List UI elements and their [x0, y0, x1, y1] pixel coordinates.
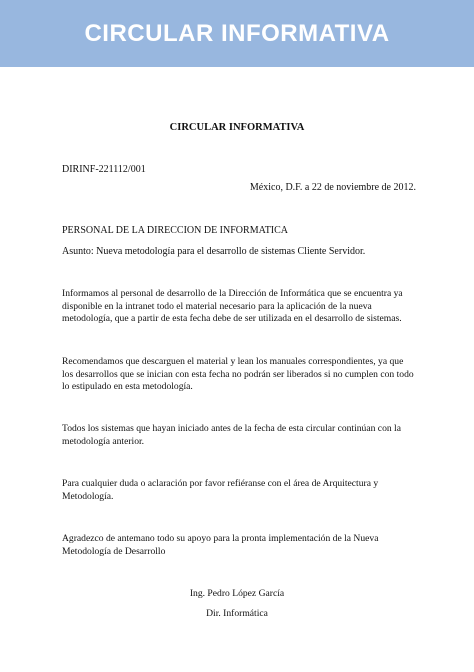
subject-line: Asunto: Nueva metodología para el desarrollo de sistemas Cliente Servidor. — [62, 246, 366, 257]
paragraph-2: Recomendamos que descarguen el material y lean los manuales correspondientes, ya que los desarrollos que se inician con esta fecha no podrán ser liberados si no cumplen con todo lo estipulado en esta metodología. — [62, 356, 414, 392]
signer-name: Ing. Pedro López García — [189, 588, 285, 599]
paragraph-4: Para cualquier duda o aclaración por favor refiéranse con el área de Arquitectura y Metodología. — [62, 478, 379, 502]
date-line: México, D.F. a 22 de noviembre de 2012. — [249, 182, 416, 193]
reference-number: DIRINF-221112/001 — [62, 164, 146, 175]
signer-title: Dir. Informática — [206, 608, 268, 619]
recipient-line: PERSONAL DE LA DIRECCION DE INFORMATICA — [62, 225, 289, 236]
document-title: CIRCULAR INFORMATIVA — [169, 122, 305, 133]
paragraph-5: Agradezco de antemano todo su apoyo para la pronta implementación de la Nueva Metodología de Desarrollo — [62, 533, 379, 557]
header-banner — [0, 0, 474, 67]
banner-title: CIRCULAR INFORMATIVA — [84, 19, 390, 47]
paragraph-3: Todos los sistemas que hayan iniciado antes de la fecha de esta circular continúan con la metodología anterior. — [62, 423, 401, 447]
paragraph-1: Informamos al personal de desarrollo de la Dirección de Informática que se encuentra ya disponible en la intranet todo el material necesario para la aplicación de la nueva metodología, que a partir de esta fecha debe de ser utilizada en el desarrollo de sistemas. — [62, 288, 403, 324]
